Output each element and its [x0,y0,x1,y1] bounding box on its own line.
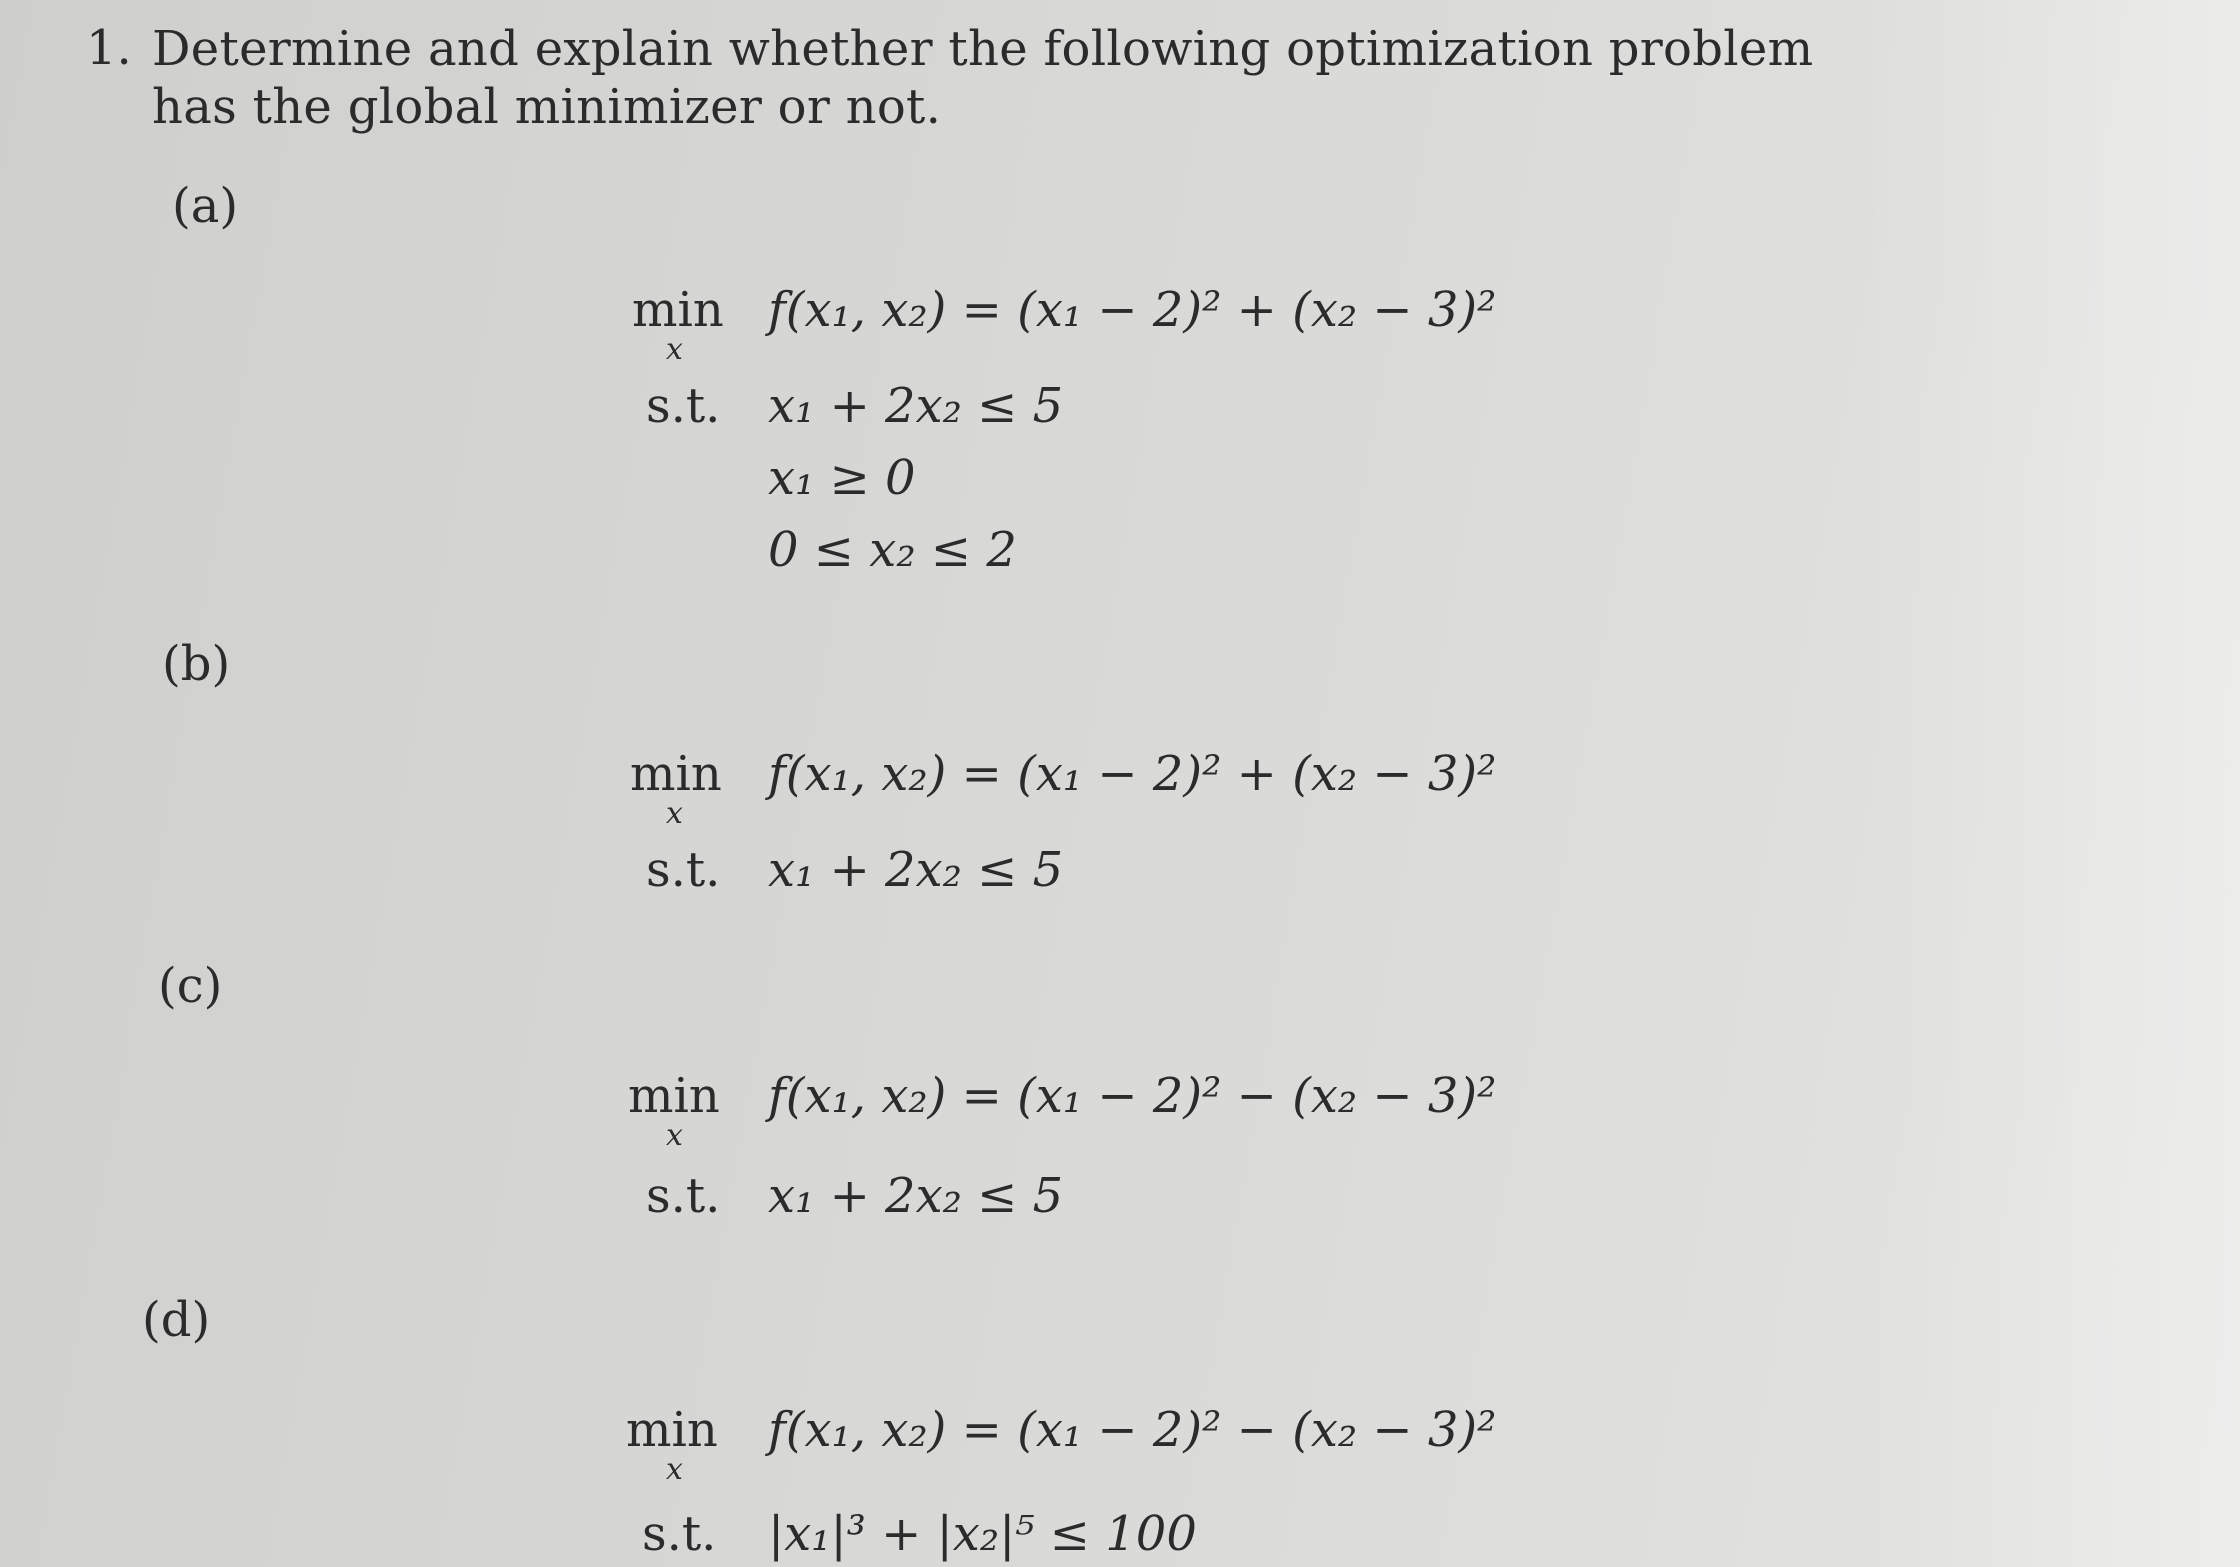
objective-function: f(x₁, x₂) = (x₁ − 2)² + (x₂ − 3)² [768,282,1497,338]
lighting-glare [1860,0,2240,1567]
constraint-2: x₁ ≥ 0 [768,450,916,506]
constraint-1: x₁ + 2x₂ ≤ 5 [768,842,1064,898]
min-operator: min [626,1402,718,1458]
subject-to-label: s.t. [646,378,721,434]
objective-function: f(x₁, x₂) = (x₁ − 2)² − (x₂ − 3)² [768,1402,1497,1458]
subject-to-label: s.t. [642,1506,717,1562]
subject-to-label: s.t. [646,1168,721,1224]
subject-to-label: s.t. [646,842,721,898]
part-a-label: (a) [172,178,239,234]
min-operator: min [630,746,722,802]
objective-function: f(x₁, x₂) = (x₁ − 2)² − (x₂ − 3)² [768,1068,1497,1124]
min-operator: min [628,1068,720,1124]
min-subscript: x [666,332,683,367]
min-operator: min [632,282,724,338]
constraint-1: |x₁|³ + |x₂|⁵ ≤ 100 [768,1506,1197,1562]
objective-function: f(x₁, x₂) = (x₁ − 2)² + (x₂ − 3)² [768,746,1497,802]
question-text: Determine and explain whether the following optimization problem has the global minimizer or not. [152,21,1814,135]
min-subscript: x [666,1452,683,1487]
question-number: 1. [86,20,132,76]
part-d-label: (d) [142,1292,211,1348]
min-subscript: x [666,796,683,831]
min-subscript: x [666,1118,683,1153]
constraint-3: 0 ≤ x₂ ≤ 2 [768,522,1017,578]
part-c-label: (c) [158,958,223,1014]
part-b-label: (b) [162,636,231,692]
constraint-1: x₁ + 2x₂ ≤ 5 [768,378,1064,434]
constraint-1: x₁ + 2x₂ ≤ 5 [768,1168,1064,1224]
